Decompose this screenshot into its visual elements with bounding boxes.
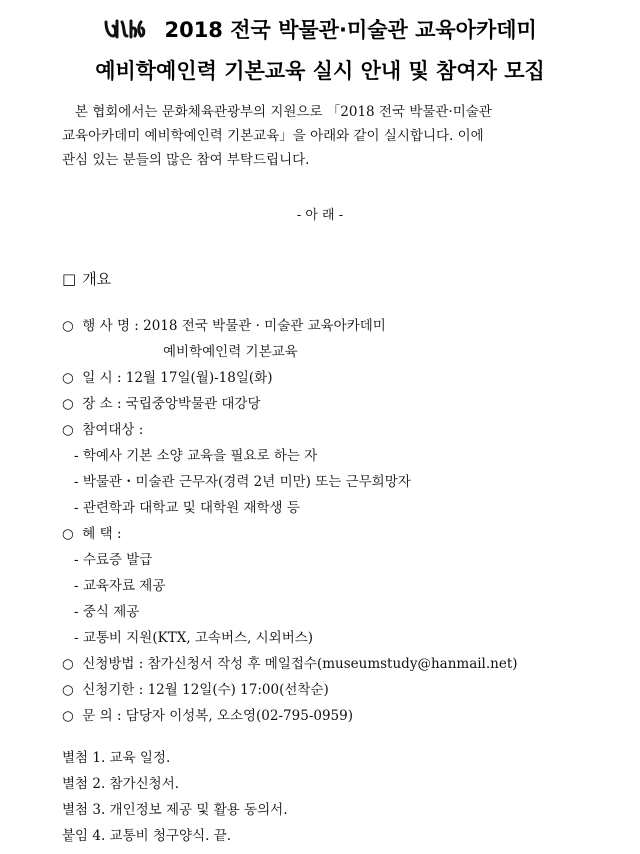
intro-line-3: 관심 있는 분들의 많은 참여 부탁드립니다. <box>62 152 310 168</box>
benefit-item: - 교육자료 제공 <box>74 578 166 594</box>
bullet-circle-icon: ○ <box>62 422 74 438</box>
attachment-item: 별첨 3. 개인정보 제공 및 활용 동의서. <box>62 802 288 818</box>
checkbox-square-icon: □ <box>62 270 77 288</box>
bullet-circle-icon: ○ <box>62 656 74 672</box>
bullet-circle-icon: ○ <box>62 396 74 412</box>
attachment-item: 붙임 4. 교통비 청구양식. 끝. <box>62 828 232 844</box>
target-item: - 학예사 기본 소양 교육을 필요로 하는 자 <box>74 448 318 464</box>
document-title-line1 <box>0 14 640 45</box>
overview-date: ○ 일 시 : 12월 17일(월)-18일(화) <box>62 370 273 386</box>
bullet-circle-icon: ○ <box>62 682 74 698</box>
overview-place: ○ 장 소 : 국립중앙박물관 대강당 <box>62 396 261 412</box>
overview-deadline: ○ 신청기한 : 12월 12일(수) 17:00(선착순) <box>62 682 329 698</box>
section-title: 개요 <box>82 270 112 288</box>
intro-line-1: 본 협회에서는 문화체육관광부의 지원으로 「2018 전국 박물관·미술관 <box>74 104 492 120</box>
bullet-circle-icon: ○ <box>62 318 74 334</box>
benefit-item: - 교통비 지원(KTX, 고속버스, 시외버스) <box>74 630 314 646</box>
overview-benefit-label: ○ 혜 택 : <box>62 526 122 542</box>
bullet-circle-icon: ○ <box>62 708 74 724</box>
overview-target-label: ○ 참여대상 : <box>62 422 144 438</box>
attachment-item: 별첨 1. 교육 일정. <box>62 750 171 766</box>
overview-event-name-cont: 예비학예인력 기본교육 <box>163 344 298 360</box>
attachment-item: 별첨 2. 참가신청서. <box>62 776 180 792</box>
association-logo-icon <box>103 18 147 45</box>
title-text-1: 2018 전국 박물관·미술관 교육아카데미 <box>164 18 537 42</box>
section-heading <box>62 268 111 289</box>
target-item: - 박물관・미술관 근무자(경력 2년 미만) 또는 근무희망자 <box>74 474 411 490</box>
section-separator-text: - 아 래 - <box>296 208 344 223</box>
overview-apply-method: ○ 신청방법 : 참가신청서 작성 후 메일접수(museumstudy@hanmail.net) <box>62 656 518 672</box>
document-title-line2: 예비학예인력 기본교육 실시 안내 및 참여자 모집 <box>95 59 545 83</box>
target-item: - 관련학과 대학교 및 대학원 재학생 등 <box>74 500 300 516</box>
benefit-item: - 중식 제공 <box>74 604 140 620</box>
benefit-item: - 수료증 발급 <box>74 552 153 568</box>
bullet-circle-icon: ○ <box>62 526 74 542</box>
overview-event-name: ○ 행 사 명 : 2018 전국 박물관 · 미술관 교육아카데미 <box>62 318 386 334</box>
bullet-circle-icon: ○ <box>62 370 74 386</box>
intro-line-2: 교육아카데미 예비학예인력 기본교육」을 아래와 같이 실시합니다. 이에 <box>62 128 484 144</box>
overview-contact: ○ 문 의 : 담당자 이성복, 오소영(02-795-0959) <box>62 708 354 724</box>
